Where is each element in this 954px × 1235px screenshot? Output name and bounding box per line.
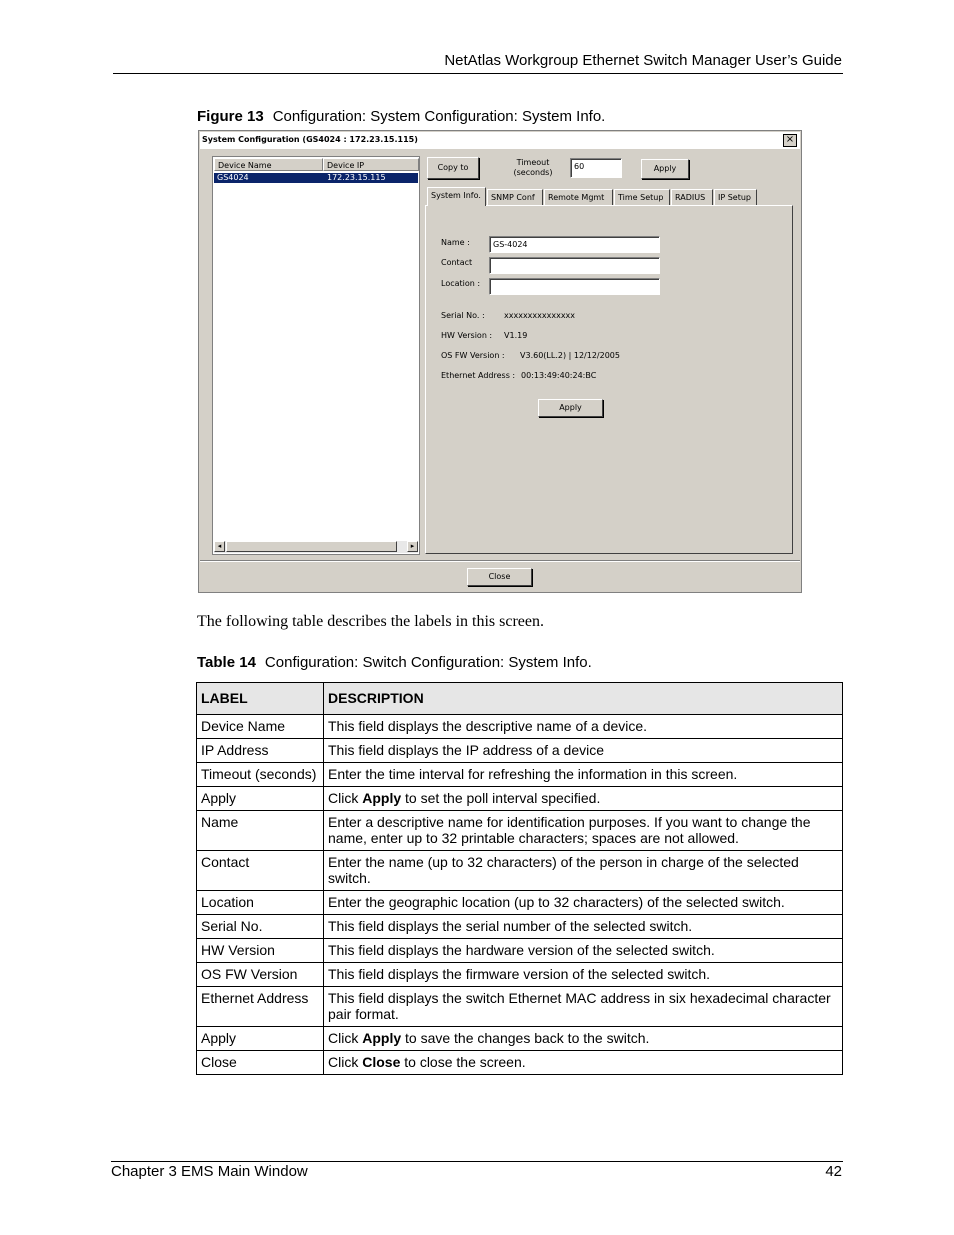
description-cell: This field displays the hardware version of the selected switch.: [324, 939, 843, 963]
timeout-label-line1: Timeout: [516, 158, 550, 167]
timeout-label: [511, 158, 555, 178]
description-cell: [324, 787, 843, 811]
hw-version-label: HW Version :: [441, 331, 493, 340]
dialog-title-bar: [200, 132, 800, 149]
table-row: [197, 939, 843, 963]
table-caption: [197, 654, 592, 671]
tab-radius[interactable]: RADIUS: [671, 189, 713, 205]
close-icon[interactable]: ×: [783, 134, 797, 147]
column-header-description: DESCRIPTION: [324, 683, 843, 715]
description-cell: This field displays the descriptive name of a device.: [324, 715, 843, 739]
timeout-input[interactable]: 60: [570, 158, 622, 178]
header-rule: [113, 73, 843, 74]
table-row: [197, 787, 843, 811]
tab-snmp-conf[interactable]: SNMP Conf: [487, 189, 543, 205]
close-button[interactable]: Close: [467, 568, 532, 586]
table-row: [197, 1051, 843, 1075]
label-cell: Contact: [197, 851, 324, 891]
label-cell: Timeout (seconds): [197, 763, 324, 787]
description-text: Click: [328, 1054, 363, 1070]
tab-time-setup[interactable]: Time Setup: [614, 189, 670, 205]
ethernet-address-label: Ethernet Address :: [441, 371, 516, 380]
label-cell: Location: [197, 891, 324, 915]
running-header: NetAtlas Workgroup Ethernet Switch Manager User’s Guide: [444, 52, 842, 69]
figure-caption-text: Configuration: System Configuration: System Info.: [272, 108, 606, 125]
table-label: Table 14: [197, 654, 256, 671]
label-cell: OS FW Version: [197, 963, 324, 987]
tab-system-info[interactable]: System Info.: [427, 187, 486, 206]
description-text: Click: [328, 1030, 363, 1046]
apply-timeout-button[interactable]: Apply: [641, 159, 689, 179]
footer-rule: [111, 1161, 843, 1162]
dialog-divider: [200, 560, 800, 562]
os-fw-version-value: V3.60(LL.2) | 12/12/2005: [520, 351, 620, 360]
name-field[interactable]: GS-4024: [489, 236, 660, 253]
scroll-left-icon[interactable]: ◂: [214, 541, 225, 552]
label-cell: HW Version: [197, 939, 324, 963]
table-row: [197, 739, 843, 763]
description-text: to close the screen.: [400, 1054, 526, 1070]
footer-chapter: Chapter 3 EMS Main Window: [111, 1163, 308, 1180]
description-text: Click: [328, 790, 363, 806]
label-cell: Name: [197, 811, 324, 851]
dialog-title: System Configuration (GS4024 : 172.23.15.115): [202, 135, 418, 144]
os-fw-version-label: OS FW Version :: [441, 351, 505, 360]
description-cell: This field displays the serial number of the selected switch.: [324, 915, 843, 939]
hw-version-value: V1.19: [504, 331, 528, 340]
labels-table: [196, 682, 843, 1075]
label-cell: Close: [197, 1051, 324, 1075]
contact-label: Contact: [441, 258, 473, 267]
tab-remote-mgmt[interactable]: Remote Mgmt: [544, 189, 613, 205]
apply-button[interactable]: Apply: [538, 399, 603, 417]
table-row: [197, 987, 843, 1027]
label-cell: Serial No.: [197, 915, 324, 939]
table-row: [197, 915, 843, 939]
figure-caption: [197, 108, 605, 125]
device-ip-cell: 172.23.15.115: [327, 173, 386, 182]
description-text: to save the changes back to the switch.: [401, 1030, 650, 1046]
description-cell: Enter a descriptive name for identification purposes. If you want to change the name, enter up to 32 printable characters; spaces are not allowed.: [324, 811, 843, 851]
description-cell: This field displays the firmware version of the selected switch.: [324, 963, 843, 987]
horizontal-scrollbar[interactable]: [214, 541, 418, 553]
column-header-device-name[interactable]: Device Name: [214, 158, 323, 171]
description-bold: Close: [362, 1054, 401, 1070]
body-paragraph: The following table describes the labels in this screen.: [197, 613, 545, 630]
scroll-thumb[interactable]: [226, 541, 397, 552]
description-text: to set the poll interval specified.: [401, 790, 601, 806]
scroll-right-icon[interactable]: ▸: [407, 541, 418, 552]
table-row: [197, 763, 843, 787]
figure-label: Figure 13: [197, 108, 264, 125]
ethernet-address-value: 00:13:49:40:24:BC: [521, 371, 597, 380]
description-cell: [324, 1027, 843, 1051]
column-header-device-ip[interactable]: Device IP: [323, 158, 419, 171]
page-number: 42: [825, 1163, 842, 1180]
serial-label: Serial No. :: [441, 311, 485, 320]
label-cell: Ethernet Address: [197, 987, 324, 1027]
table-row: [197, 811, 843, 851]
device-list[interactable]: [212, 156, 420, 555]
contact-field[interactable]: [489, 257, 660, 274]
serial-value: xxxxxxxxxxxxxxx: [504, 311, 576, 320]
table-row: [197, 1027, 843, 1051]
label-cell: Device Name: [197, 715, 324, 739]
description-cell: Enter the name (up to 32 characters) of the person in charge of the selected switch.: [324, 851, 843, 891]
description-bold: Apply: [362, 1030, 402, 1046]
description-cell: This field displays the IP address of a device: [324, 739, 843, 763]
table-row: [197, 891, 843, 915]
system-info-panel: [425, 205, 793, 554]
description-cell: Enter the geographic location (up to 32 characters) of the selected switch.: [324, 891, 843, 915]
description-cell: This field displays the switch Ethernet MAC address in six hexadecimal character pair format.: [324, 987, 843, 1027]
tab-ip-setup[interactable]: IP Setup: [714, 189, 757, 205]
table-row: [197, 963, 843, 987]
timeout-label-line2: (seconds): [513, 168, 553, 177]
description-cell: Enter the time interval for refreshing the information in this screen.: [324, 763, 843, 787]
system-configuration-dialog: [198, 130, 802, 593]
table-row: [197, 715, 843, 739]
column-header-label: LABEL: [197, 683, 324, 715]
copy-to-button[interactable]: Copy to: [427, 157, 479, 179]
label-cell: Apply: [197, 1027, 324, 1051]
description-cell: [324, 1051, 843, 1075]
location-label: Location :: [441, 279, 481, 288]
description-bold: Apply: [362, 790, 402, 806]
label-cell: Apply: [197, 787, 324, 811]
location-field[interactable]: [489, 278, 660, 295]
table-header-row: [197, 683, 843, 715]
table-row: [197, 851, 843, 891]
device-name-cell: GS4024: [217, 173, 249, 182]
list-item[interactable]: [214, 173, 418, 183]
name-label: Name :: [441, 238, 470, 247]
label-cell: IP Address: [197, 739, 324, 763]
table-caption-text: Configuration: Switch Configuration: System Info.: [264, 654, 592, 671]
